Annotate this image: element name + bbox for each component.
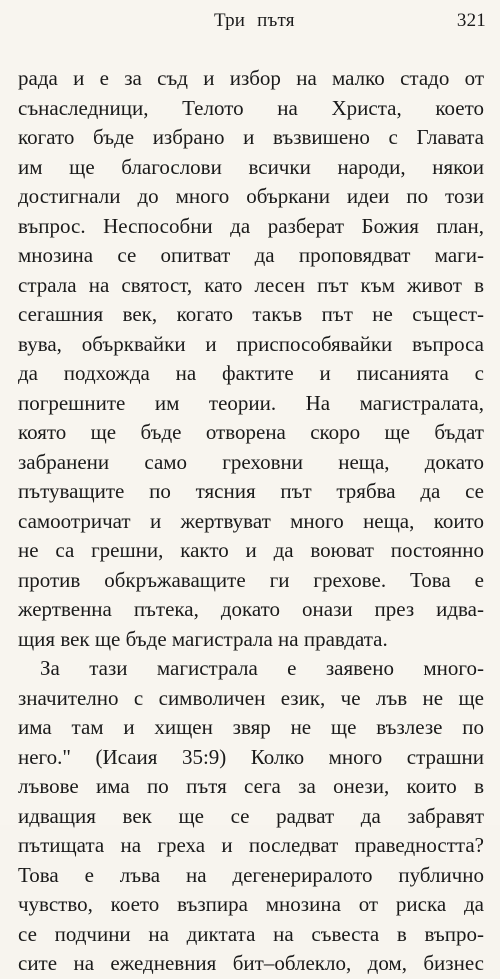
text-line: чувство, което възпира мнозина от риска да bbox=[18, 892, 484, 916]
body-text bbox=[18, 64, 484, 979]
text-line: самоотричат и жертвуват много неща, които bbox=[18, 508, 484, 533]
text-line: сегашния век, когато такъв път не същест- bbox=[18, 302, 484, 326]
text-line: лъвове има по пътя сега за онези, които в bbox=[18, 774, 484, 798]
text-line: сите на ежедневния бит–облекло, дом, бизнес bbox=[18, 951, 484, 975]
text-line: рада и е за съд и избор на малко стадо от bbox=[18, 66, 484, 90]
text-line: не са грешни, както и да воюват постоянно bbox=[18, 538, 484, 562]
text-line: която ще бъде отворена скоро ще бъдат bbox=[18, 420, 484, 444]
text-line: достигнали до много объркани идеи по този bbox=[18, 184, 484, 208]
text-line: погрешните им теории. На магистралата, bbox=[18, 390, 484, 415]
text-line: въпрос. Неспособни да разберат Божия план, bbox=[18, 213, 484, 238]
text-line: когато бъде избрано и възвишено с Главата bbox=[18, 125, 484, 149]
text-line: забранени само греховни неща, докато bbox=[18, 449, 484, 474]
text-line: има там и хищен звяр не ще възлезе по bbox=[18, 715, 484, 739]
text-line: жертвенна пътека, докато онази през идва- bbox=[18, 597, 484, 621]
text-line: вува, обърквайки и приспособявайки въпроса bbox=[18, 331, 484, 356]
text-line: щия век ще бъде магистрала на правдата. bbox=[18, 626, 388, 651]
header-title: Три пътя bbox=[214, 10, 295, 31]
text-line: против обкръжаващите ги грехове. Това е bbox=[18, 567, 484, 592]
paragraph bbox=[18, 654, 484, 979]
text-line: се подчини на диктата на съвеста в въпро- bbox=[18, 921, 484, 946]
text-line: пътуващите по тясния път трябва да се bbox=[18, 479, 484, 503]
paragraph bbox=[18, 64, 484, 654]
running-header bbox=[0, 4, 500, 34]
text-line: идващия век ще се радват да забравят bbox=[18, 803, 484, 828]
text-line: мнозина се опитват да проповядват маги- bbox=[18, 243, 484, 267]
text-line: сънаследници, Телото на Христа, което bbox=[18, 95, 484, 120]
text-line: да подхожда на фактите и писанията с bbox=[18, 361, 484, 385]
text-line: пътищата на греха и последват праведността? bbox=[18, 833, 484, 857]
text-line: Това е лъва на дегенериралото публично bbox=[18, 862, 484, 887]
text-line: него." (Исаия 35:9) Колко много страшни bbox=[18, 744, 484, 769]
text-line: значително с символичен език, че лъв не ще bbox=[18, 685, 484, 710]
text-line: За тази магистрала е заявено много- bbox=[40, 656, 484, 680]
text-line: страла на святост, като лесен път към живот в bbox=[18, 272, 484, 297]
page-number: 321 bbox=[456, 10, 486, 31]
text-line: им ще благослови всички народи, някои bbox=[18, 154, 484, 179]
